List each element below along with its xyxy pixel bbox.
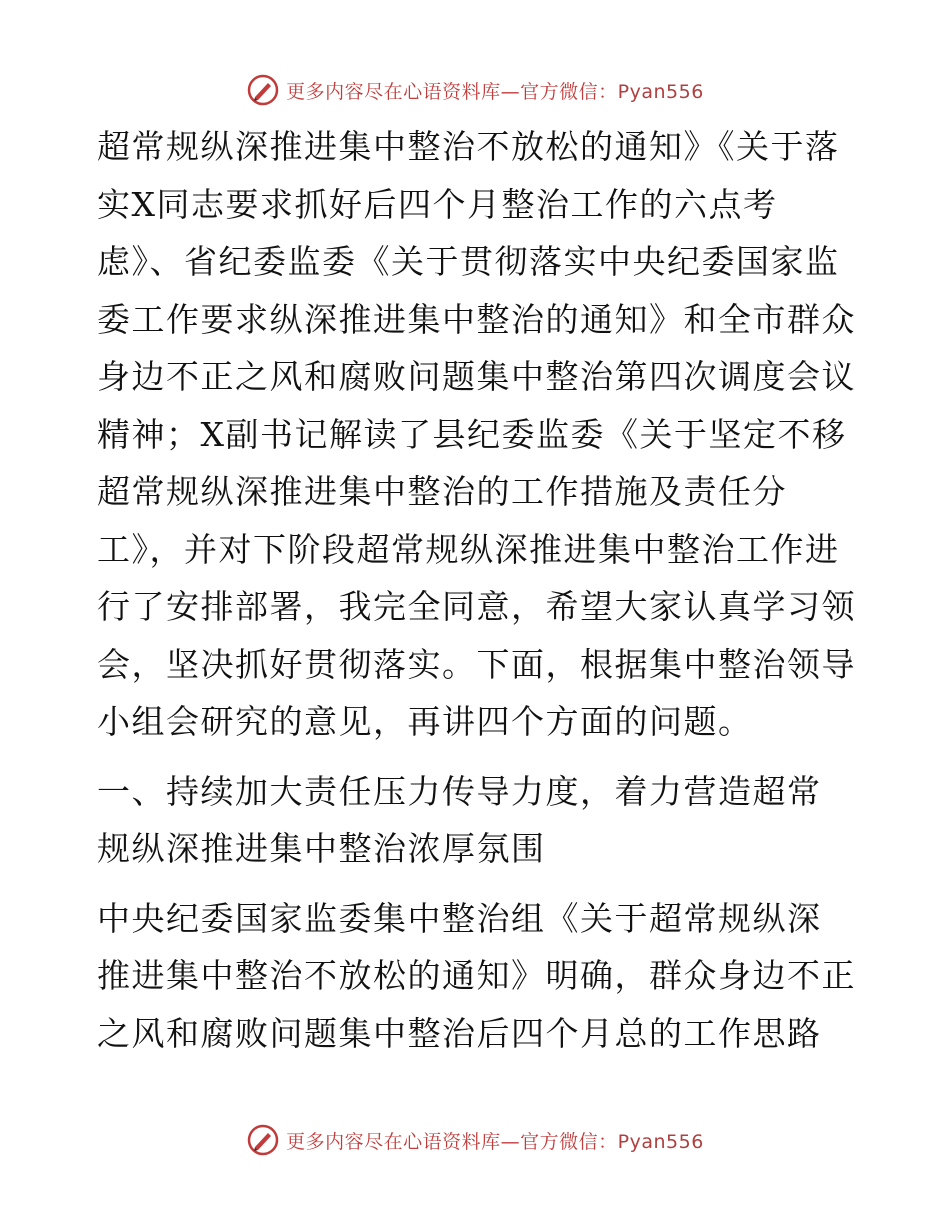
text-line: 实X同志要求抓好后四个月整治工作的六点考 bbox=[97, 184, 778, 224]
pen-circle-logo-icon bbox=[246, 1123, 280, 1157]
paragraph-spacer bbox=[97, 878, 857, 890]
text-line: 工》，并对下阶段超常规纵深推进集中整治工作进 bbox=[97, 529, 840, 569]
heading-line: 一、持续加大责任压力传导力度，着力营造超常 bbox=[97, 771, 822, 811]
document-body bbox=[97, 118, 857, 1062]
watermark-wechat-id: Pyan556 bbox=[617, 1130, 704, 1153]
heading-line: 规纵深推进集中整治浓厚氛围 bbox=[97, 829, 546, 868]
pen-circle-logo-icon bbox=[246, 73, 280, 107]
section-heading-1 bbox=[97, 763, 857, 878]
text-line: 行了安排部署，我完全同意，希望大家认真学习领 bbox=[97, 587, 856, 626]
text-line: 虑》、省纪委监委《关于贯彻落实中央纪委国家监 bbox=[97, 242, 840, 281]
watermark-text: 更多内容尽在心语资料库—官方微信：Pyan556 bbox=[286, 1130, 704, 1153]
text-line: 身边不正之风和腐败问题集中整治第四次调度会议 bbox=[97, 357, 856, 396]
text-line: 会，坚决抓好贯彻落实。下面，根据集中整治领导 bbox=[97, 644, 856, 684]
text-line: 超常规纵深推进集中整治的工作措施及责任分 bbox=[97, 472, 787, 511]
paragraph-2 bbox=[97, 890, 857, 1063]
text-line: 之风和腐败问题集中整治后四个月总的工作思路 bbox=[97, 1013, 822, 1053]
text-line: 中央纪委国家监委集中整治组《关于超常规纵深 bbox=[97, 898, 822, 938]
footer-watermark bbox=[0, 1120, 950, 1160]
text-line: 委工作要求纵深推进集中整治的通知》和全市群众 bbox=[97, 299, 856, 339]
text-line: 小组会研究的意见，再讲四个方面的问题。 bbox=[97, 702, 753, 741]
watermark-text: 更多内容尽在心语资料库—官方微信：Pyan556 bbox=[286, 80, 704, 103]
paragraph-1 bbox=[97, 118, 857, 751]
paragraph-spacer bbox=[97, 751, 857, 763]
text-line: 超常规纵深推进集中整治不放松的通知》《关于落 bbox=[97, 127, 840, 166]
text-line: 精神；X副书记解读了县纪委监委《关于坚定不移 bbox=[97, 414, 847, 454]
header-watermark bbox=[0, 70, 950, 110]
text-line: 推进集中整治不放松的通知》明确，群众身边不正 bbox=[97, 956, 856, 995]
watermark-wechat-id: Pyan556 bbox=[617, 80, 704, 103]
